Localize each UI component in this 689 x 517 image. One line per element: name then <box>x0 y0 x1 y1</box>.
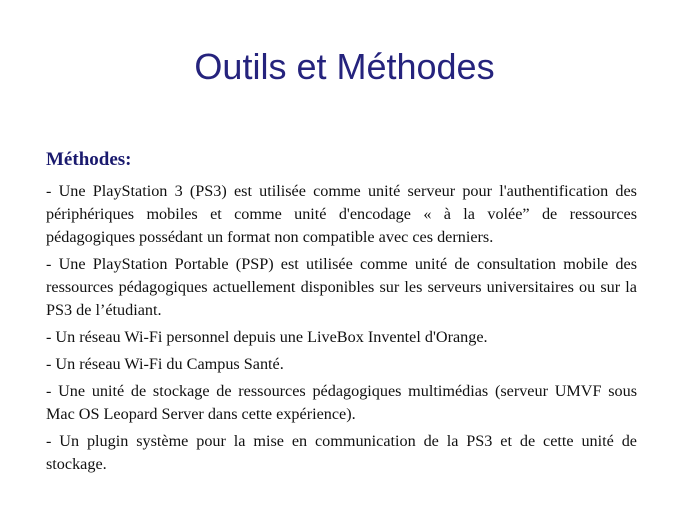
slide-body <box>46 180 637 480</box>
paragraph-plugin: - Un plugin système pour la mise en communication de la PS3 et de cette unité de stockage. <box>46 432 637 473</box>
paragraph-ps3: - Une PlayStation 3 (PS3) est utilisée comme unité serveur pour l'authentification des périphériques mobiles et comme unité d'encodage « à la volée” de ressources pédagogiques possédant un format non compatible avec ces derniers. <box>46 182 637 246</box>
paragraph-wifi-livebox: - Un réseau Wi-Fi personnel depuis une LiveBox Inventel d'Orange. <box>46 328 488 346</box>
slide-title: Outils et Méthodes <box>194 46 495 87</box>
paragraph-psp: - Une PlayStation Portable (PSP) est utilisée comme unité de consultation mobile des ressources pédagogiques actuellement disponibles sur les serveurs universitaires ou sur la PS3 de l’étudiant. <box>46 255 637 319</box>
section-heading: Méthodes: <box>46 149 132 170</box>
paragraph-wifi-campus: - Un réseau Wi-Fi du Campus Santé. <box>46 355 284 373</box>
paragraph-storage: - Une unité de stockage de ressources pédagogiques multimédias (serveur UMVF sous Mac OS Leopard Server dans cette expérience). <box>46 382 637 423</box>
